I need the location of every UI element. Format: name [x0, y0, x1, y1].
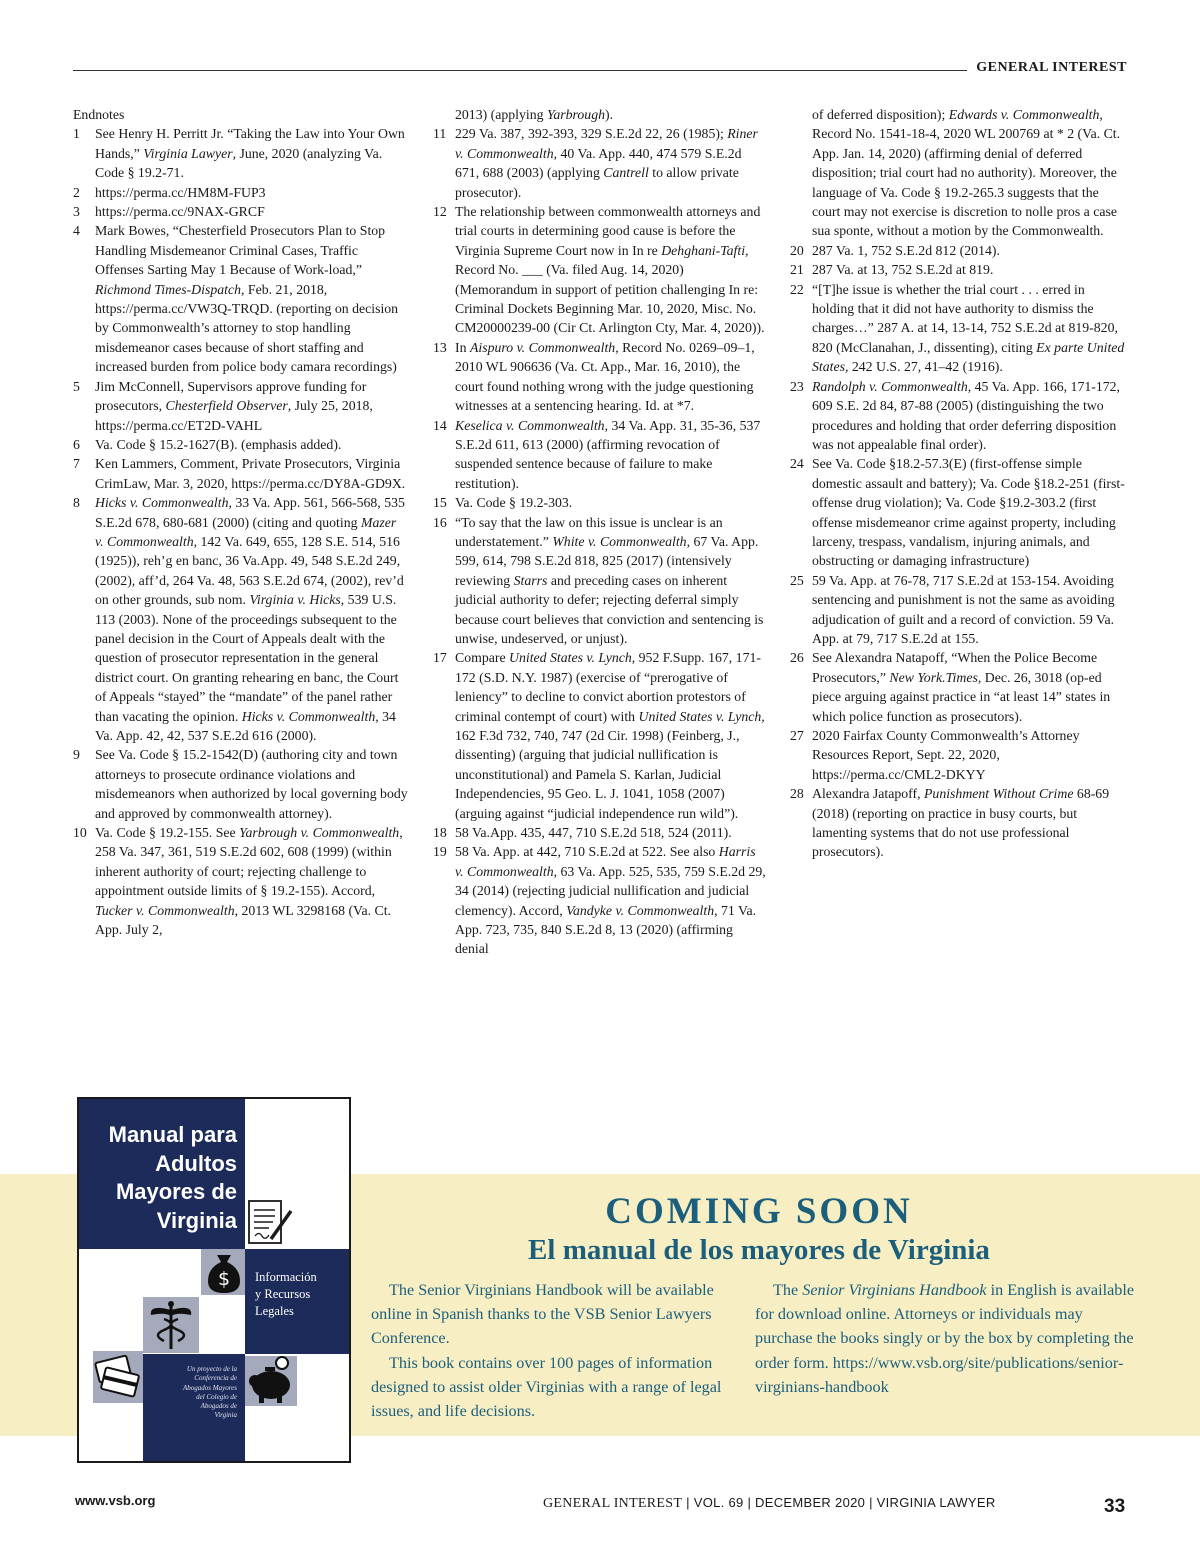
endnote-item — [433, 513, 766, 649]
endnote-number: 7 — [73, 456, 80, 472]
cover-subtitle-line: Legales — [255, 1304, 294, 1318]
endnote-text: 59 Va. App. at 76-78, 717 S.E.2d at 153-154. Avoiding sentencing and punishment is not the same as avoiding adjudication of guilt and a record of conviction. 59 Va. App. at 79, 717 S.E.2d at 155. — [812, 572, 1115, 646]
endnote-item — [790, 454, 1126, 570]
endnote-number: 13 — [433, 339, 447, 355]
endnote-item — [433, 842, 766, 958]
dollar-sign: $ — [217, 1268, 231, 1290]
cover-title — [87, 1121, 237, 1235]
endnote-item — [73, 435, 408, 454]
endnote-text: 58 Va. App. at 442, 710 S.E.2d at 522. See also Harris v. Commonwealth, 63 Va. App. 525, 535, 759 S.E.2d 29, 34 (2014) (rejecting judicial nullification and judicial clemency). Accord, Vandyke v. Commonwealth, 71 Va. App. 723, 735, 840 S.E.2d 8, 13 (2020) (affirming denial — [455, 844, 766, 957]
coming-soon-heading: COMING SOON — [605, 1191, 913, 1232]
endnote-number: 26 — [790, 650, 804, 666]
endnote-text: See Alexandra Natapoff, “When the Police Become Prosecutors,” New York.Times, Dec. 26, 3018 (op-ed piece arguing against practice in “at least 14” states in which police function as prosecutors). — [812, 650, 1111, 724]
endnote-item — [73, 823, 408, 939]
endnote-text: 287 Va. 1, 752 S.E.2d 812 (2014). — [812, 242, 1000, 258]
endnote-item — [790, 280, 1126, 377]
endnote-number: 4 — [73, 223, 80, 239]
cover-credit-line: Conferencia de — [194, 1374, 237, 1383]
endnote-item — [73, 221, 408, 376]
endnote-number: 9 — [73, 747, 80, 763]
endnote-number: 14 — [433, 417, 447, 433]
footer-website-link[interactable]: www.vsb.org — [75, 1493, 156, 1508]
endnote-text: The relationship between commonwealth attorneys and trial courts in determining good cause is before the Virginia Supreme Court now in In re Dehghani-Tafti, Record No. ___ (Va. filed Aug. 14, 2020) (Memorandum in support of petition challenging In re: Criminal Dockets Beginning Mar. 10, 2020, Misc. No. CM20000239-00 (Cir Ct. Arlington Cty, Mar. 4, 2020)). — [455, 204, 765, 336]
endnote-text: https://perma.cc/9NAX-GRCF — [95, 204, 265, 220]
endnote-number: 3 — [73, 204, 80, 220]
money-bag-icon — [203, 1249, 245, 1295]
cover-credit-line: del Colegio de — [196, 1392, 237, 1401]
endnotes-title: Endnotes — [73, 107, 125, 122]
section-header — [73, 60, 1127, 80]
endnote-number: 5 — [73, 378, 80, 394]
endnote-number: 23 — [790, 378, 804, 394]
endnote-text: of deferred disposition); Edwards v. Commonwealth, Record No. 1541-18-4, 2020 WL 200769 at * 2 (Va. Ct. App. Jan. 14, 2020) (affirming denial of deferred disposition; trial court had no authority). Moreover, the language of Va. Code § 19.2-265.3 suggests that the court may not exercise is discretion to nolle pros a case sua sponte, without a motion by the Commonwealth. — [812, 107, 1121, 239]
endnote-item — [433, 648, 766, 823]
endnote-number: 16 — [433, 514, 447, 530]
endnote-number: 1 — [73, 126, 80, 142]
endnote-item — [73, 183, 408, 202]
endnote-item — [73, 202, 408, 221]
endnote-item — [433, 823, 766, 842]
spanish-manual-heading: El manual de los mayores de Virginia — [528, 1234, 990, 1266]
endnote-item — [433, 338, 766, 416]
promo-paragraph-order-link[interactable]: The Senior Virginians Handbook in English is available for download online. Attorneys or individuals may purchase the books singly or by the box by completing the order form. https://www.vsb.org/site/publications/senior-virginians-handbook — [755, 1281, 1135, 1396]
cover-credit — [145, 1365, 237, 1421]
endnote-number: 24 — [790, 456, 804, 472]
endnote-text: 2020 Fairfax County Commonwealth’s Attorney Resources Report, Sept. 22, 2020, https://perma.cc/CML2-DKYY — [812, 728, 1080, 782]
endnote-text: “[T]he issue is whether the trial court . . . erred in holding that it did not have authority to dismiss the charges…” 287 A. at 14, 13-14, 752 S.E.2d at 819-820, 820 (McClanahan, J., dissenting), citing Ex parte United States, 242 U.S. 27, 41–42 (1916). — [812, 281, 1125, 375]
endnote-item — [73, 454, 408, 493]
endnote-item — [73, 377, 408, 435]
cover-credit-line: Abogados de — [200, 1402, 237, 1411]
cover-credit-line: Abogados Mayores — [183, 1383, 237, 1392]
endnote-number: 2 — [73, 184, 80, 200]
endnote-number: 8 — [73, 495, 80, 511]
document-pen-icon — [247, 1197, 297, 1249]
endnote-text: https://perma.cc/HM8M-FUP3 — [95, 184, 266, 200]
endnote-text: Va. Code § 15.2-1627(B). (emphasis added). — [95, 436, 342, 452]
endnote-number: 15 — [433, 495, 447, 511]
endnote-text: See Henry H. Perritt Jr. “Taking the Law into Your Own Hands,” Virginia Lawyer, June, 2020 (analyzing Va. Code § 19.2-71. — [95, 126, 405, 181]
endnote-number — [790, 105, 812, 241]
cover-title-line: Mayores de — [115, 1179, 237, 1204]
caduceus-icon — [147, 1299, 195, 1351]
endnote-text: Keselica v. Commonwealth, 34 Va. App. 31, 35-36, 537 S.E.2d 611, 613 (2000) (affirming revocation of suspended sentence because of failure to make restitution). — [455, 417, 761, 491]
promo-right-column — [755, 1278, 1135, 1399]
endnotes-list-1 — [73, 124, 408, 939]
footer-volume: VOL. 69 — [693, 1495, 744, 1510]
endnote-number: 20 — [790, 242, 804, 258]
endnote-text: In Aispuro v. Commonwealth, Record No. 0269–09–1, 2010 WL 906636 (Va. Ct. App., Mar. 16, 2010), the court found nothing wrong with the judge questioning witnesses at a sentencing hearing. Id. at *7. — [455, 339, 755, 414]
endnote-number: 18 — [433, 825, 447, 841]
cover-credit-line: Un proyecto de la — [186, 1365, 237, 1373]
endnote-number: 19 — [433, 844, 447, 860]
endnote-number — [433, 105, 455, 124]
section-label: GENERAL INTEREST — [976, 60, 1127, 75]
endnote-item — [73, 493, 408, 745]
endnote-item — [790, 105, 1126, 241]
cover-subtitle-line: y Recursos — [255, 1287, 311, 1301]
endnotes-list-3 — [790, 105, 1126, 862]
endnote-text: Ken Lammers, Comment, Private Prosecutors, Virginia CrimLaw, Mar. 3, 2020, https://perma.cc/DY8A-GD9X. — [95, 456, 406, 491]
endnote-item — [790, 571, 1126, 649]
endnote-number: 21 — [790, 262, 804, 278]
endnotes-column-1 — [73, 105, 408, 939]
endnote-item — [790, 241, 1126, 260]
endnote-text: Hicks v. Commonwealth, 33 Va. App. 561, 566-568, 535 S.E.2d 678, 680-681 (2000) (citing and quoting Mazer v. Commonwealth, 142 Va. 649, 655, 128 S.E. 514, 516 (1925)), reh’g en banc, 36 Va.App. 49, 548 S.E.2d 249, (2002), aff’d, 264 Va. 48, 563 S.E.2d 674, (2002), rev’d on other grounds, sub nom. Virginia v. Hicks, 539 U.S. 113 (2003). None of the proceedings subsequent to the panel decision in the Court of Appeals dealt with the question of prosecutor representation in the general district court. On granting rehearing en banc, the Court of Appeals “stayed” the “mandate” of the panel rather than vacating the opinion. Hicks v. Commonwealth, 34 Va. App. 42, 42, 537 S.E.2d 616 (2000). — [95, 495, 405, 743]
promo-paragraph: This book contains over 100 pages of information designed to assist older Virginias with a range of legal issues, and life decisions. — [371, 1353, 722, 1421]
footer-date: DECEMBER 2020 — [755, 1495, 866, 1510]
handbook-cover — [77, 1097, 351, 1463]
endnote-item — [73, 124, 408, 182]
cover-title-line: Adultos — [155, 1150, 237, 1176]
endnote-text: 229 Va. 387, 392-393, 329 S.E.2d 22, 26 (1985); Riner v. Commonwealth, 40 Va. App. 440, 474 579 S.E.2d 671, 688 (2003) (applying Cantrell to allow private prosecutor). — [455, 126, 758, 200]
endnote-item — [433, 202, 766, 338]
page-number: 33 — [1104, 1496, 1126, 1517]
endnotes-column-3 — [790, 105, 1126, 862]
endnote-number: 12 — [433, 204, 447, 220]
footer-magazine: VIRGINIA LAWYER — [876, 1495, 996, 1510]
endnote-item — [790, 726, 1126, 784]
endnote-item — [73, 745, 408, 823]
endnote-number: 27 — [790, 728, 804, 743]
endnote-text: 2013) (applying Yarbrough). — [455, 107, 614, 122]
endnote-number: 17 — [433, 650, 447, 666]
endnote-text: Randolph v. Commonwealth, 45 Va. App. 166, 171-172, 609 S.E. 2d 84, 87-88 (2005) (distinguishing the two procedures and holding that order deferring disposition was not appealable final order). — [812, 378, 1120, 452]
endnote-text: Compare United States v. Lynch, 952 F.Supp. 167, 171-172 (S.D. N.Y. 1987) (exercise of “prerogative of leniency” to decline to convict abortion protestors of criminal contempt of court) with United States v. Lynch, 162 F.3d 732, 740, 747 (2d Cir. 1998) (Feinberg, J., dissenting) (arguing that judicial nullification is unconstitutional) and Pamela S. Karlan, Judicial Independencies, 95 Geo. L. J. 1041, 1058 (2007) (arguing against “judicial independence run wild”). — [455, 650, 765, 821]
endnote-text: Alexandra Jatapoff, Punishment Without Crime 68-69 (2018) (reporting on practice in busy courts, but lamenting systems that do not use professional prosecutors). — [812, 786, 1110, 860]
endnotes-list-2 — [433, 105, 766, 959]
credit-cards-icon — [93, 1353, 143, 1403]
endnote-text: “To say that the law on this issue is unclear is an understatement.” White v. Commonwealth, 67 Va. App. 599, 614, 798 S.E.2d 818, 825 (2017) (intensively reviewing Starrs and preceding cases on inherent judicial authority to defer; rejecting deferral simply because court believes that conviction and sentencing is unwise, undeserved, or unjust). — [455, 514, 764, 646]
endnote-text: Va. Code § 19.2-303. — [455, 495, 573, 511]
cover-title-line: Manual para — [108, 1122, 237, 1147]
endnote-number: 22 — [790, 281, 804, 297]
footer-publication-info: GENERAL INTEREST | VOL. 69 | DECEMBER 2020 | VIRGINIA LAWYER — [543, 1495, 996, 1511]
endnote-item — [433, 124, 766, 202]
cover-credit-line: Virginia — [214, 1411, 237, 1420]
cover-subtitle-line: Información — [255, 1270, 317, 1284]
endnote-number: 25 — [790, 572, 804, 588]
footer-section: GENERAL INTEREST — [543, 1496, 683, 1511]
endnote-item — [433, 493, 766, 512]
endnote-item — [433, 416, 766, 494]
cover-title-line: Virginia — [156, 1207, 237, 1233]
endnote-text: Mark Bowes, “Chesterfield Prosecutors Plan to Stop Handling Misdemeanor Criminal Cases, Traffic Offenses Sarting May 1 Because of Work-load,” Richmond Times-Dispatch, Feb. 21, 2018, https://perma.cc/VW3Q-TRQD. (reporting on decision by Commonwealth’s attorney to stop handling misdemeanor cases because of short staffing and increased burden from police body camara recordings) — [95, 223, 399, 375]
endnote-item — [790, 260, 1126, 279]
endnote-text: See Va. Code § 15.2-1542(D) (authoring city and town attorneys to prosecute ordinance violations and misdemeanors when authorized by local governing body and approved by commonwealth attorney). — [95, 747, 408, 821]
endnote-text: Va. Code § 19.2-155. See Yarbrough v. Commonwealth, 258 Va. 347, 361, 519 S.E.2d 602, 608 (1999) (within inherent authority of court; rejecting challenge to appointment outside limits of § 19.2-155). Accord, Tucker v. Commonwealth, 2013 WL 3298168 (Va. Ct. App. July 2, — [95, 825, 403, 938]
endnote-item — [790, 784, 1126, 862]
endnote-number: 10 — [73, 825, 87, 841]
endnote-text: 58 Va.App. 435, 447, 710 S.E.2d 518, 524 (2011). — [455, 825, 732, 841]
endnote-text: Jim McConnell, Supervisors approve funding for prosecutors, Chesterfield Observer, July 25, 2018, https://perma.cc/ET2D-VAHL — [95, 378, 373, 433]
cover-subtitle — [255, 1269, 317, 1320]
endnote-item — [433, 105, 766, 124]
endnote-number: 11 — [433, 126, 447, 142]
header-rule — [73, 70, 967, 71]
endnote-item — [790, 377, 1126, 455]
endnote-text: See Va. Code §18.2-57.3(E) (first-offense simple domestic assault and battery); Va. Code §18.2-251 (first-offense drug violation); Va. Code §19.2-303.2 (first offense misdemeanor crime against property, including larceny, trespass, vandalism, injuring animals, and obstructing or damaging infrastructure) — [812, 456, 1125, 569]
endnotes-column-2 — [433, 105, 766, 959]
endnote-item — [790, 648, 1126, 726]
endnote-number: 28 — [790, 786, 804, 802]
promo-paragraph: The Senior Virginians Handbook will be available online in Spanish thanks to the VSB Senior Lawyers Conference. — [371, 1281, 714, 1348]
promo-left-column — [371, 1278, 739, 1423]
piggy-bank-icon — [245, 1355, 299, 1407]
endnote-number: 6 — [73, 436, 80, 452]
endnote-text: 287 Va. at 13, 752 S.E.2d at 819. — [812, 262, 994, 278]
